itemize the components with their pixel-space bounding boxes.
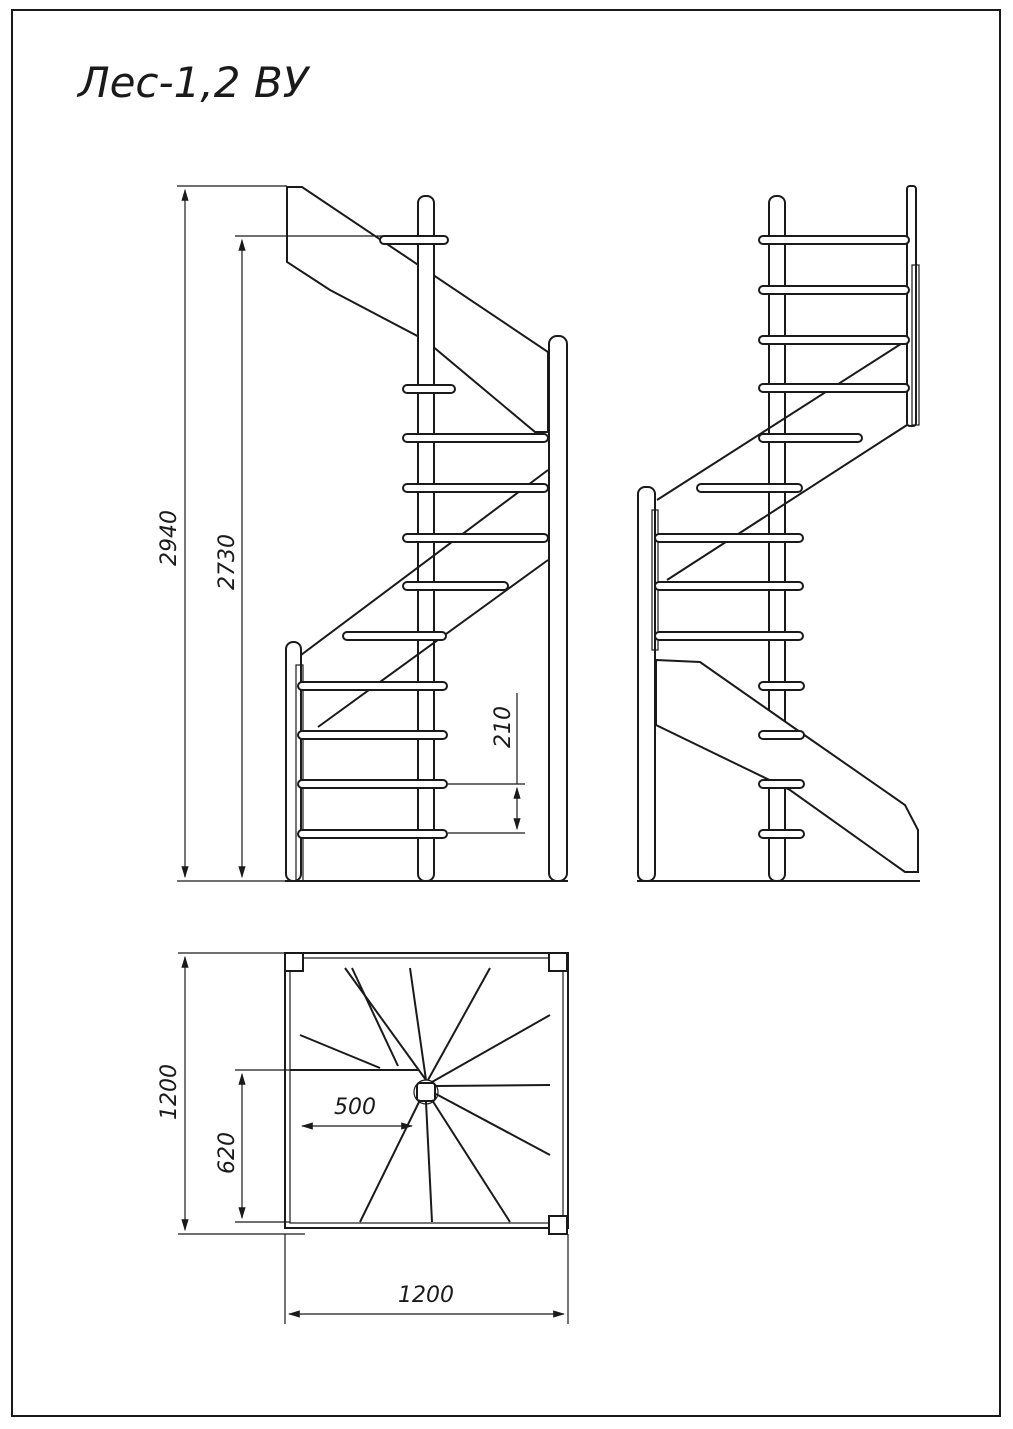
left-newel-post (286, 642, 301, 881)
dim-floor-height: 2730 (215, 534, 240, 590)
plan-corner-post-tl (285, 953, 303, 971)
plan-corner-post-br (549, 1216, 567, 1234)
dim-landing-offset: 620 (215, 1132, 240, 1174)
side-lower-stringer (656, 660, 918, 872)
dim-plan-depth: 1200 (157, 1064, 182, 1120)
drawing-title: Лес-1,2 ВУ (78, 58, 309, 107)
plan-view (157, 953, 568, 1324)
right-newel-post (549, 336, 567, 881)
dim-step-rise: 210 (491, 706, 516, 748)
plan-corner-post-tr (549, 953, 567, 971)
plan-center-post (417, 1083, 435, 1101)
front-elevation (157, 186, 568, 881)
dim-flight-width: 500 (334, 1095, 376, 1120)
dim-total-height: 2940 (157, 510, 182, 566)
side-elevation (637, 186, 920, 881)
dim-plan-width: 1200 (398, 1283, 454, 1308)
